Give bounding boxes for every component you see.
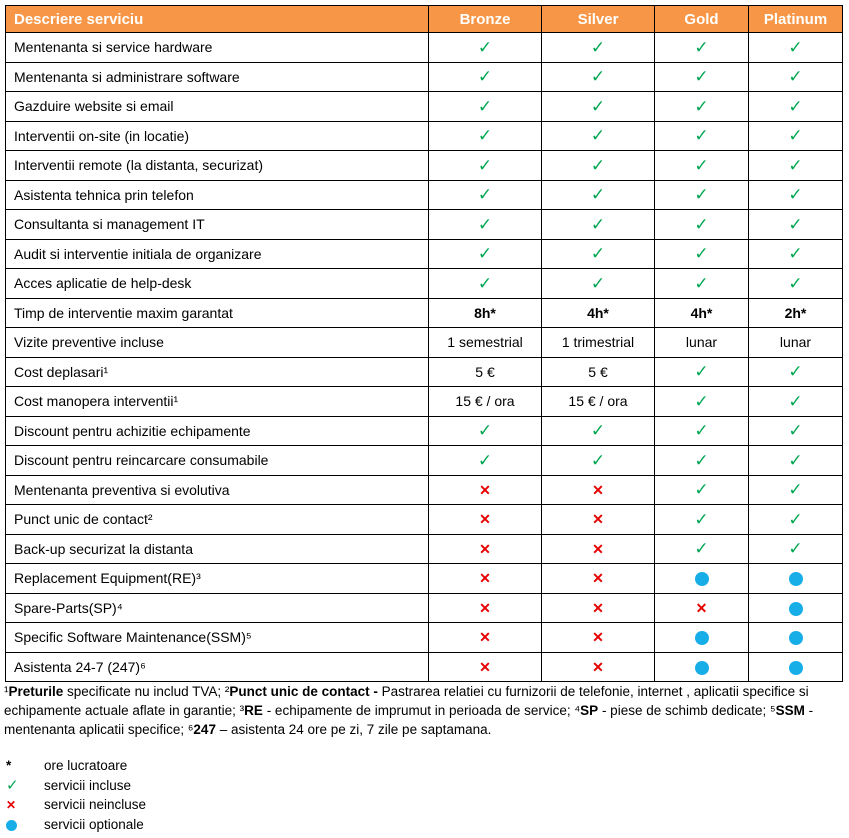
cell-bronze	[429, 652, 542, 682]
header-bronze: Bronze	[429, 6, 542, 33]
cell-silver	[542, 623, 655, 653]
check-icon: ✓	[477, 96, 493, 116]
dot-icon	[789, 602, 803, 616]
cell-gold	[655, 210, 749, 240]
check-icon: ✓	[6, 776, 19, 794]
table-row	[6, 387, 843, 417]
service-description: Audit si interventie initiala de organizare	[6, 239, 429, 269]
cell-gold	[655, 564, 749, 594]
service-description: Discount pentru reincarcare consumabile	[6, 446, 429, 476]
table-header-row	[6, 6, 843, 33]
table-row	[6, 652, 843, 682]
cell-silver	[542, 475, 655, 505]
cell-platinum	[749, 505, 843, 535]
footnote-6-term: 247	[193, 722, 216, 737]
cell-bronze: 5 €	[429, 357, 542, 387]
cell-platinum	[749, 239, 843, 269]
check-icon: ✓	[590, 67, 606, 87]
cell-silver	[542, 239, 655, 269]
dot-icon	[789, 572, 803, 586]
cell-gold	[655, 33, 749, 63]
service-description: Replacement Equipment(RE)³	[6, 564, 429, 594]
check-icon: ✓	[477, 185, 493, 205]
check-icon: ✓	[788, 244, 803, 264]
footnote-3-text: - echipamente de imprumut in perioada de service;	[262, 703, 575, 718]
check-icon: ✓	[788, 509, 803, 529]
cell-bronze	[429, 239, 542, 269]
footnote-2-text: Pastrarea relatiei cu furnizorii de telefonie, internet , aplicatii specifice si echipamente actuale aflate in garantie;	[4, 684, 809, 718]
check-icon: ✓	[694, 450, 709, 470]
service-description: Gazduire website si email	[6, 92, 429, 122]
cell-silver	[542, 652, 655, 682]
cross-icon: ✕	[695, 599, 708, 616]
cell-platinum	[749, 564, 843, 594]
check-icon: ✓	[694, 67, 709, 87]
asterisk-icon: *	[6, 758, 12, 774]
table-row	[6, 151, 843, 181]
cell-platinum	[749, 33, 843, 63]
check-icon: ✓	[694, 362, 709, 382]
service-description: Timp de interventie maxim garantat	[6, 298, 429, 328]
legend-cross-row	[6, 795, 146, 815]
cell-bronze: 15 € / ora	[429, 387, 542, 417]
cell-platinum	[749, 210, 843, 240]
table-row	[6, 121, 843, 151]
cross-icon: ✕	[479, 511, 491, 528]
cell-silver	[542, 416, 655, 446]
footnote-2-mark: ²	[224, 684, 230, 699]
cell-gold	[655, 357, 749, 387]
cell-gold	[655, 239, 749, 269]
cell-gold	[655, 505, 749, 535]
check-icon: ✓	[788, 391, 803, 411]
table-row	[6, 33, 843, 63]
footnote-1-text: specificate nu includ TVA;	[63, 684, 225, 699]
cell-gold	[655, 652, 749, 682]
check-icon: ✓	[788, 421, 803, 441]
service-description: Mentenanta preventiva si evolutiva	[6, 475, 429, 505]
cell-silver	[542, 180, 655, 210]
cell-silver	[542, 505, 655, 535]
cell-gold	[655, 446, 749, 476]
cell-platinum	[749, 623, 843, 653]
table-row	[6, 298, 843, 328]
footnote-4-mark: ⁴	[574, 703, 581, 718]
cross-icon: ✕	[592, 599, 604, 616]
cell-gold	[655, 269, 749, 299]
cell-bronze	[429, 505, 542, 535]
cross-icon: ✕	[479, 481, 491, 498]
table-row	[6, 269, 843, 299]
service-description: Cost manopera interventii¹	[6, 387, 429, 417]
dot-icon	[695, 631, 709, 645]
cell-gold	[655, 534, 749, 564]
check-icon: ✓	[590, 96, 606, 116]
cross-icon: ✕	[592, 570, 604, 587]
footnote-2-term: Punct unic de contact -	[229, 684, 382, 699]
header-description: Descriere serviciu	[6, 6, 429, 33]
check-icon: ✓	[694, 509, 709, 529]
check-icon: ✓	[788, 96, 803, 116]
check-icon: ✓	[694, 421, 709, 441]
check-icon: ✓	[477, 67, 493, 87]
check-icon: ✓	[694, 126, 709, 146]
table-row	[6, 62, 843, 92]
table-row	[6, 210, 843, 240]
cell-gold	[655, 623, 749, 653]
check-icon: ✓	[788, 126, 803, 146]
cell-platinum	[749, 121, 843, 151]
service-description: Discount pentru achizitie echipamente	[6, 416, 429, 446]
check-icon: ✓	[788, 185, 803, 205]
service-description: Asistenta tehnica prin telefon	[6, 180, 429, 210]
service-description: Punct unic de contact²	[6, 505, 429, 535]
footnote-1-mark: ¹	[4, 684, 9, 699]
check-icon: ✓	[788, 155, 803, 175]
cell-gold: 4h*	[655, 298, 749, 328]
cell-silver	[542, 33, 655, 63]
cell-silver	[542, 534, 655, 564]
cross-icon: ✕	[479, 570, 491, 587]
service-description: Mentenanta si service hardware	[6, 33, 429, 63]
check-icon: ✓	[477, 273, 493, 293]
cell-silver	[542, 210, 655, 240]
check-icon: ✓	[694, 37, 709, 57]
legend-asterisk-label: ore lucratoare	[44, 758, 128, 774]
check-icon: ✓	[694, 155, 709, 175]
footnote-5-text: - mentenanta aplicatii specifice;	[4, 703, 814, 737]
check-icon: ✓	[590, 421, 606, 441]
table-row	[6, 623, 843, 653]
check-icon: ✓	[788, 539, 803, 559]
service-description: Spare-Parts(SP)⁴	[6, 593, 429, 623]
dot-icon	[789, 631, 803, 645]
check-icon: ✓	[694, 391, 709, 411]
cell-silver	[542, 62, 655, 92]
footnote-3-term: RE	[244, 703, 263, 718]
footnote-4-term: SP	[580, 703, 599, 718]
cell-silver: 1 trimestrial	[542, 328, 655, 358]
check-icon: ✓	[590, 126, 606, 146]
legend-check-label: servicii incluse	[44, 777, 132, 793]
cell-silver: 15 € / ora	[542, 387, 655, 417]
cell-platinum	[749, 92, 843, 122]
cell-bronze	[429, 534, 542, 564]
service-description: Vizite preventive incluse	[6, 328, 429, 358]
table-row	[6, 446, 843, 476]
cell-bronze	[429, 33, 542, 63]
cell-silver	[542, 446, 655, 476]
check-icon: ✓	[788, 273, 803, 293]
footnote-1-term: Preturile	[8, 684, 64, 699]
cell-gold	[655, 475, 749, 505]
check-icon: ✓	[694, 185, 709, 205]
legend-asterisk-row	[6, 756, 146, 776]
table-row	[6, 534, 843, 564]
footnote-4-text: - piese de schimb dedicate;	[598, 703, 771, 718]
cell-platinum	[749, 62, 843, 92]
cell-bronze	[429, 564, 542, 594]
header-silver: Silver	[542, 6, 655, 33]
table-row	[6, 564, 843, 594]
cell-bronze: 1 semestrial	[429, 328, 542, 358]
cell-platinum	[749, 475, 843, 505]
cell-silver: 5 €	[542, 357, 655, 387]
service-description: Specific Software Maintenance(SSM)⁵	[6, 623, 429, 653]
footnote-5-term: SSM	[775, 703, 805, 718]
check-icon: ✓	[590, 214, 606, 234]
cell-silver	[542, 564, 655, 594]
cross-icon: ✕	[479, 540, 491, 557]
footnotes	[4, 682, 844, 739]
footnote-3-mark: ³	[239, 703, 245, 718]
cross-icon: ✕	[592, 511, 604, 528]
service-description: Interventii remote (la distanta, securizat)	[6, 151, 429, 181]
cell-bronze	[429, 593, 542, 623]
check-icon: ✓	[590, 273, 606, 293]
check-icon: ✓	[477, 126, 493, 146]
service-description: Cost deplasari¹	[6, 357, 429, 387]
table-row	[6, 180, 843, 210]
header-platinum: Platinum	[749, 6, 843, 33]
check-icon: ✓	[788, 450, 803, 470]
check-icon: ✓	[477, 421, 493, 441]
cell-platinum: lunar	[749, 328, 843, 358]
legend-check-row	[6, 776, 146, 796]
table-row	[6, 239, 843, 269]
dot-icon	[695, 661, 709, 675]
check-icon: ✓	[694, 539, 709, 559]
footnote-5-mark: ⁵	[770, 703, 776, 718]
cell-bronze	[429, 92, 542, 122]
cell-silver	[542, 593, 655, 623]
service-description: Asistenta 24-7 (247)⁶	[6, 652, 429, 682]
cell-gold	[655, 151, 749, 181]
cell-platinum	[749, 446, 843, 476]
table-row	[6, 92, 843, 122]
check-icon: ✓	[788, 37, 803, 57]
check-icon: ✓	[788, 214, 803, 234]
cell-gold	[655, 180, 749, 210]
cell-platinum: 2h*	[749, 298, 843, 328]
cell-gold	[655, 92, 749, 122]
check-icon: ✓	[590, 450, 606, 470]
legend-cross-label: servicii neincluse	[44, 797, 147, 813]
cell-gold	[655, 593, 749, 623]
check-icon: ✓	[477, 37, 493, 57]
check-icon: ✓	[477, 155, 493, 175]
service-description: Back-up securizat la distanta	[6, 534, 429, 564]
table-row	[6, 357, 843, 387]
check-icon: ✓	[788, 362, 803, 382]
cell-platinum	[749, 593, 843, 623]
check-icon: ✓	[590, 155, 606, 175]
cell-platinum	[749, 269, 843, 299]
table-row	[6, 328, 843, 358]
table-row	[6, 475, 843, 505]
cell-bronze	[429, 269, 542, 299]
cell-platinum	[749, 151, 843, 181]
cell-platinum	[749, 416, 843, 446]
check-icon: ✓	[694, 96, 709, 116]
cross-icon: ✕	[479, 658, 491, 675]
cell-gold: lunar	[655, 328, 749, 358]
header-gold: Gold	[655, 6, 749, 33]
cell-bronze	[429, 446, 542, 476]
cross-icon: ✕	[6, 798, 17, 813]
table-row	[6, 505, 843, 535]
cross-icon: ✕	[592, 540, 604, 557]
check-icon: ✓	[477, 214, 493, 234]
cell-bronze	[429, 62, 542, 92]
cross-icon: ✕	[592, 629, 604, 646]
cell-silver	[542, 269, 655, 299]
cell-bronze	[429, 475, 542, 505]
cross-icon: ✕	[479, 629, 491, 646]
cell-bronze	[429, 416, 542, 446]
cell-platinum	[749, 357, 843, 387]
check-icon: ✓	[477, 450, 493, 470]
check-icon: ✓	[590, 185, 606, 205]
cell-bronze	[429, 623, 542, 653]
dot-icon	[6, 820, 17, 831]
check-icon: ✓	[694, 273, 709, 293]
check-icon: ✓	[477, 244, 493, 264]
cell-bronze	[429, 210, 542, 240]
cell-platinum	[749, 652, 843, 682]
check-icon: ✓	[694, 480, 709, 500]
cell-bronze	[429, 180, 542, 210]
cross-icon: ✕	[479, 599, 491, 616]
check-icon: ✓	[694, 244, 709, 264]
cell-bronze: 8h*	[429, 298, 542, 328]
table-row	[6, 593, 843, 623]
cross-icon: ✕	[592, 481, 604, 498]
check-icon: ✓	[788, 480, 803, 500]
cell-gold	[655, 62, 749, 92]
check-icon: ✓	[788, 67, 803, 87]
footnote-6-mark: ⁶	[187, 722, 194, 737]
check-icon: ✓	[590, 37, 606, 57]
cell-platinum	[749, 534, 843, 564]
dot-icon	[695, 572, 709, 586]
service-description: Acces aplicatie de help-desk	[6, 269, 429, 299]
cell-bronze	[429, 151, 542, 181]
legend	[6, 756, 146, 834]
service-description: Mentenanta si administrare software	[6, 62, 429, 92]
cross-icon: ✕	[592, 658, 604, 675]
footnote-6-text: – asistenta 24 ore pe zi, 7 zile pe saptamana.	[215, 722, 492, 737]
cell-gold	[655, 416, 749, 446]
cell-silver	[542, 121, 655, 151]
cell-silver	[542, 92, 655, 122]
cell-gold	[655, 121, 749, 151]
cell-platinum	[749, 387, 843, 417]
service-comparison-table	[5, 5, 843, 682]
cell-silver	[542, 151, 655, 181]
cell-silver: 4h*	[542, 298, 655, 328]
cell-platinum	[749, 180, 843, 210]
service-description: Consultanta si management IT	[6, 210, 429, 240]
legend-dot-row	[6, 815, 146, 835]
check-icon: ✓	[694, 214, 709, 234]
cell-bronze	[429, 121, 542, 151]
dot-icon	[789, 661, 803, 675]
cell-gold	[655, 387, 749, 417]
legend-dot-label: servicii optionale	[44, 816, 144, 832]
check-icon: ✓	[590, 244, 606, 264]
service-description: Interventii on-site (in locatie)	[6, 121, 429, 151]
table-row	[6, 416, 843, 446]
